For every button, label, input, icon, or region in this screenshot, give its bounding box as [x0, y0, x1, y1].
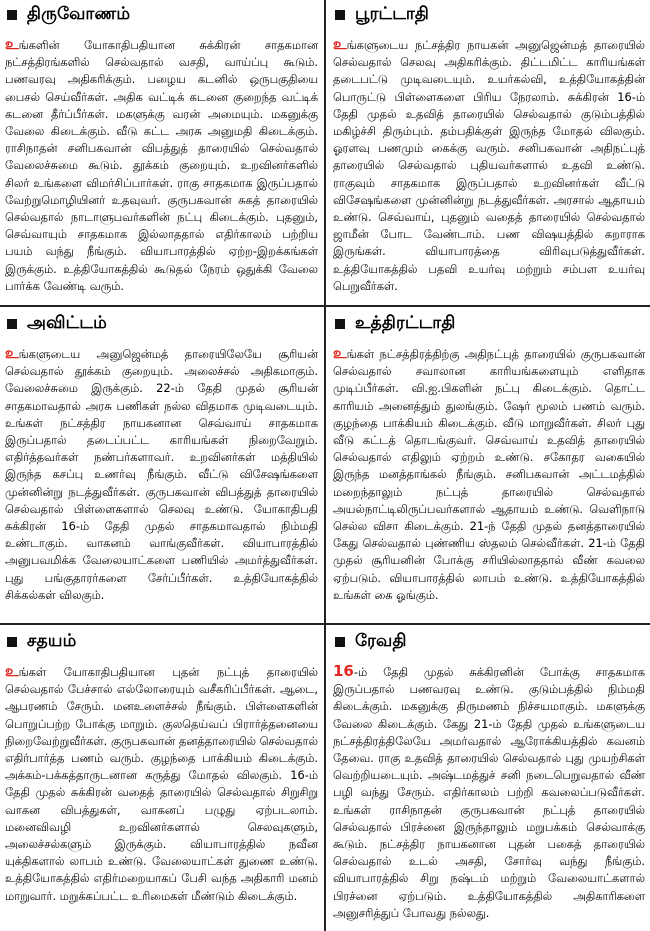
row-divider — [0, 305, 650, 307]
section-text: ங்கள் யோகாதிபதியான புதன் நட்புத் தாரையில் செல்வதால் பேச்சால் எல்லோரையும் வசீகரிப்பீர்கள். ஆடை, ஆபரணம் சேரும். மனஉளைச்சல் நீங்கும். பிள்ளைகளின் பொறுப்பற்ற போக்கு மாறும். குலதெய்வப் பிரார்த்தனையை நிறைவேற்றுவீர்கள். குருபகவான் தனத்தாரையில் செல்வதால் எதிர்பார்த்த பணம் வரும். குழந்தை பாக்கியம் கிடைக்கும். அக்கம்-பக்கத்தாருடனான கருத்து மோதல் விலகும். 16-ம் தேதி முதல் சுக்கிரன் வதைத் தாரையில் செல்வதால் சிறுசிறு வாகன விபத்துகள், வாகனப் பழுது ஏற்படலாம். மனைவிவழி உறவினர்களால் செலவுகளும், அலைச்சல்களும் இருக்கும். வியாபாரத்தில் நவீன யுக்திகளால் லாபம் உண்டு. வேலையாட்கள் துணை உண்டு. உத்தியோகத்தில் எதிர்மறையாகப் பேசி வந்த அதிகாரி மனம் மாறுவார். மறுக்கப்பட்ட உரிமைகள் மீண்டும் கிடைக்கும். — [5, 665, 318, 903]
section-body — [5, 663, 318, 905]
section-header — [5, 2, 318, 28]
section-title: பூரட்டாதி — [355, 4, 430, 24]
section-pooratathi — [331, 2, 647, 295]
section-title: அவிட்டம் — [27, 313, 107, 333]
section-body — [333, 345, 645, 604]
drop-cap: 16 — [333, 662, 354, 680]
section-header — [333, 2, 645, 28]
drop-cap: உ — [5, 344, 19, 362]
section-body — [333, 663, 645, 922]
section-thiruvonam — [3, 2, 320, 295]
row-divider — [0, 623, 650, 625]
section-text: -ம் தேதி முதல் சுக்கிரனின் போக்கு சாதகமாக இருப்பதால் பணவரவு உண்டு. குடும்பத்தில் நிம்மதி கிடைக்கும். மகனுக்கு திருமணம் நிச்சயமாகும். மகளுக்கு வேலை கிடைக்கும். கேது 21-ம் தேதி முதல் உங்களுடைய நட்சத்திரத்திலேயே அமர்வதால் ஆரோக்கியத்தில் கவனம் தேவை. ராகு உதவித் தாரையில் செல்வதால் புது முயற்சிகள் வெற்றியடையும். அஷ்டமத்துச் சனி நடைபெறுவதால் வீண் பழி வந்து சேரும். எதிர்காலம் பற்றி கவலைப்படுவீர்கள். உங்கள் ராசிநாதன் குருபகவான் நட்புத் தாரையில் செல்வதால் பிரச்னை இருந்தாலும் மறுபக்கம் செல்வாக்கு கூடும். நட்சத்திர நாயகனான புதன் பகைத் தாரையில் செல்வதால் உடல் அசதி, சோர்வு வந்து நீங்கும். வியாபாரத்தில் சிறு நஷ்டம் மற்றும் வேலையாட்களால் பிரச்னை ஏற்படும். உத்தியோகத்தில் அதிகாரிகளை அனுசரித்துப் போவது நல்லது. — [333, 665, 645, 920]
section-text: ங்கள் நட்சத்திரத்திற்கு அதிநட்புத் தாரையில் குருபகவான் செல்வதால் சவாலான காரியங்களையும் எளிதாக முடிப்பீர்கள். வி.ஐ.பிகளின் நட்பு கிடைக்கும். தொட்ட காரியம் அனைத்தும் துலங்கும். ஷேர் மூலம் பணம் வரும். குழந்தை பாக்கியம் கிடைக்கும். வீடு மாறுவீர்கள். சிலர் புது வீடு கட்டத் தொடங்குவர். செவ்வாய் உதவித் தாரையில் செல்வதால் எதிலும் ஏற்றம் உண்டு. சகோதர வகையில் இருந்த மனத்தாங்கல் நீங்கும். சனிபகவான் அட்டமத்தில் மறைந்தாலும் நட்புத் தாரையில் செல்வதால் அயல்நாட்டிலிருப்பவர்களால் ஆதாயம் உண்டு. வெளிநாடு செல்ல விசா கிடைக்கும். 21-ந் தேதி முதல் தனத்தாரையில் கேது செல்வதால் புண்ணிய ஸ்தலம் செல்வீர்கள். 21-ம் தேதி முதல் சூரியனின் போக்கு சரியில்லாததால் வீண் கவலை ஏற்படும். வியாபாரத்தில் லாபம் உண்டு. உத்தியோகத்தில் உங்கள் கை ஓங்கும். — [333, 347, 645, 602]
drop-cap: உ — [333, 344, 347, 362]
section-avittam — [3, 311, 320, 604]
section-body — [5, 36, 318, 295]
section-title: ரேவதி — [355, 631, 407, 651]
column-divider — [324, 0, 326, 931]
square-bullet-icon — [335, 10, 345, 20]
square-bullet-icon — [335, 319, 345, 329]
section-text: ங்களின் யோகாதிபதியான சுக்கிரன் சாதகமான நட்சத்திரங்களில் செல்வதால் வசதி, வாய்ப்பு கூடும். பணவரவு அதிகரிக்கும். பழைய கடனில் ஒருபகுதியை பைசல் செய்வீர்கள். அதிக வட்டிக் கடனை குறைந்த வட்டிக் கடனை தீர்ப்பீர்கள். மகளுக்கு வரன் அமையும். மகனுக்கு வேலை கிடைக்கும். வீடு கட்ட அரசு அனுமதி கிடைக்கும். ராசிநாதன் சனிபகவான் விபத்துத் தாரையில் செல்வதால் வேலைச்சுமை கூடும். தூக்கம் குறையும். உறவினர்களில் சிலர் உங்களை விமர்சிப்பார்கள். ராகு சாதகமாக இருப்பதால் வேற்றுமொழியினர் உதவுவர். குருபகவான் சுகத் தாரையில் செல்வதால் நாடாளுபவர்களின் நட்பு கிடைக்கும். புதனும், செவ்வாயும் சாதகமாக இல்லாததால் எதிர்காலம் பற்றிய பயம் வந்து நீங்கும். வியாபாரத்தில் ஏற்ற-இறக்கங்கள் இருக்கும். உத்தியோகத்தில் கூடுதல் நேரம் ஒதுக்கி வேலை பார்க்க வேண்டி வரும். — [5, 38, 318, 293]
section-uthirattathi — [331, 311, 647, 604]
drop-cap: உ — [5, 662, 19, 680]
section-header — [5, 311, 318, 337]
section-title: உத்திரட்டாதி — [355, 313, 456, 333]
section-text: ங்களுடைய அனுஜென்மத் தாரையிலேயே சூரியன் செல்வதால் தூக்கம் குறையும். அலைச்சல் அதிகமாகும். வேலைச்சுமை இருக்கும். 22-ம் தேதி முதல் சூரியன் சாதகமாவதால் அரசு பணிகள் நல்ல விதமாக முடிவடையும். உங்கள் நட்சத்திர நாயகனான செவ்வாய் சாதகமாக இருப்பதால் தடைப்பட்ட காரியங்கள் நிறைவேறும். எதிர்த்தவர்கள் நண்பர்களாவர். உறவினர்கள் மத்தியில் இருந்த கசப்பு உணர்வு நீங்கும். வீட்டு விசேஷங்களை முன்னின்று நடத்துவீர்கள். குருபகவான் விபத்துத் தாரையில் செல்வதால் பிள்ளைகளால் செலவு உண்டு. யோகாதிபதி சுக்கிரன் 16-ம் தேதி முதல் சாதகமாவதால் நிம்மதி உண்டாகும். வாகனம் வாங்குவீர்கள். வியாபாரத்தில் அனுபவமிக்க வேலையாட்களை பணியில் அமர்த்துவீர்கள். புது பங்குதாரர்களை சேர்ப்பீர்கள். உத்தியோகத்தில் சிக்கல்கள் விலகும். — [5, 347, 318, 602]
section-text: ங்களுடைய நட்சத்திர நாயகன் அனுஜென்மத் தாரையில் செல்வதால் செலவு அதிகரிக்கும். திட்டமிட்ட காரியங்கள் தடைபட்டு முடிவடையும். உயர்கல்வி, உத்தியோகத்தின் பொருட்டு பிள்ளைகளை பிரிய நேரலாம். சுக்கிரன் 16-ம் தேதி முதல் உதவித் தாரையில் செல்வதால் குடும்பத்தில் மகிழ்ச்சி திரும்பும். தம்பதிக்குள் இருந்த மோதல் விலகும். ஓரளவு பணமும் கைக்கு வரும். சனிபகவான் அதிநட்புத் தாரையில் செல்வதால் புதியவர்களால் உதவி உண்டு. ராகுவும் சாதகமாக இருப்பதால் உறவினர்கள் வீட்டு விசேஷங்களை முன்னின்று நடத்துவீர்கள். அரசால் ஆதாயம் உண்டு. செவ்வாய், புதனும் வதைத் தாரையில் செல்வதால் ஜாமீன் போட வேண்டாம். பண விஷயத்தில் கறாராக இருங்கள். வியாபாரத்தை விரிவுபடுத்துவீர்கள். உத்தியோகத்தில் பதவி உயர்வு மற்றும் சம்பள உயர்வு பெறுவீர்கள். — [333, 38, 645, 293]
drop-cap: உ — [333, 35, 347, 53]
section-header — [333, 311, 645, 337]
section-revathi — [331, 629, 647, 922]
section-title: சதயம் — [27, 631, 77, 651]
section-body — [333, 36, 645, 295]
section-header — [333, 629, 645, 655]
section-title: திருவோணம் — [27, 4, 131, 24]
drop-cap: உ — [5, 35, 19, 53]
square-bullet-icon — [7, 637, 17, 647]
square-bullet-icon — [7, 319, 17, 329]
square-bullet-icon — [335, 637, 345, 647]
section-body — [5, 345, 318, 604]
section-header — [5, 629, 318, 655]
square-bullet-icon — [7, 10, 17, 20]
section-sathayam — [3, 629, 320, 905]
